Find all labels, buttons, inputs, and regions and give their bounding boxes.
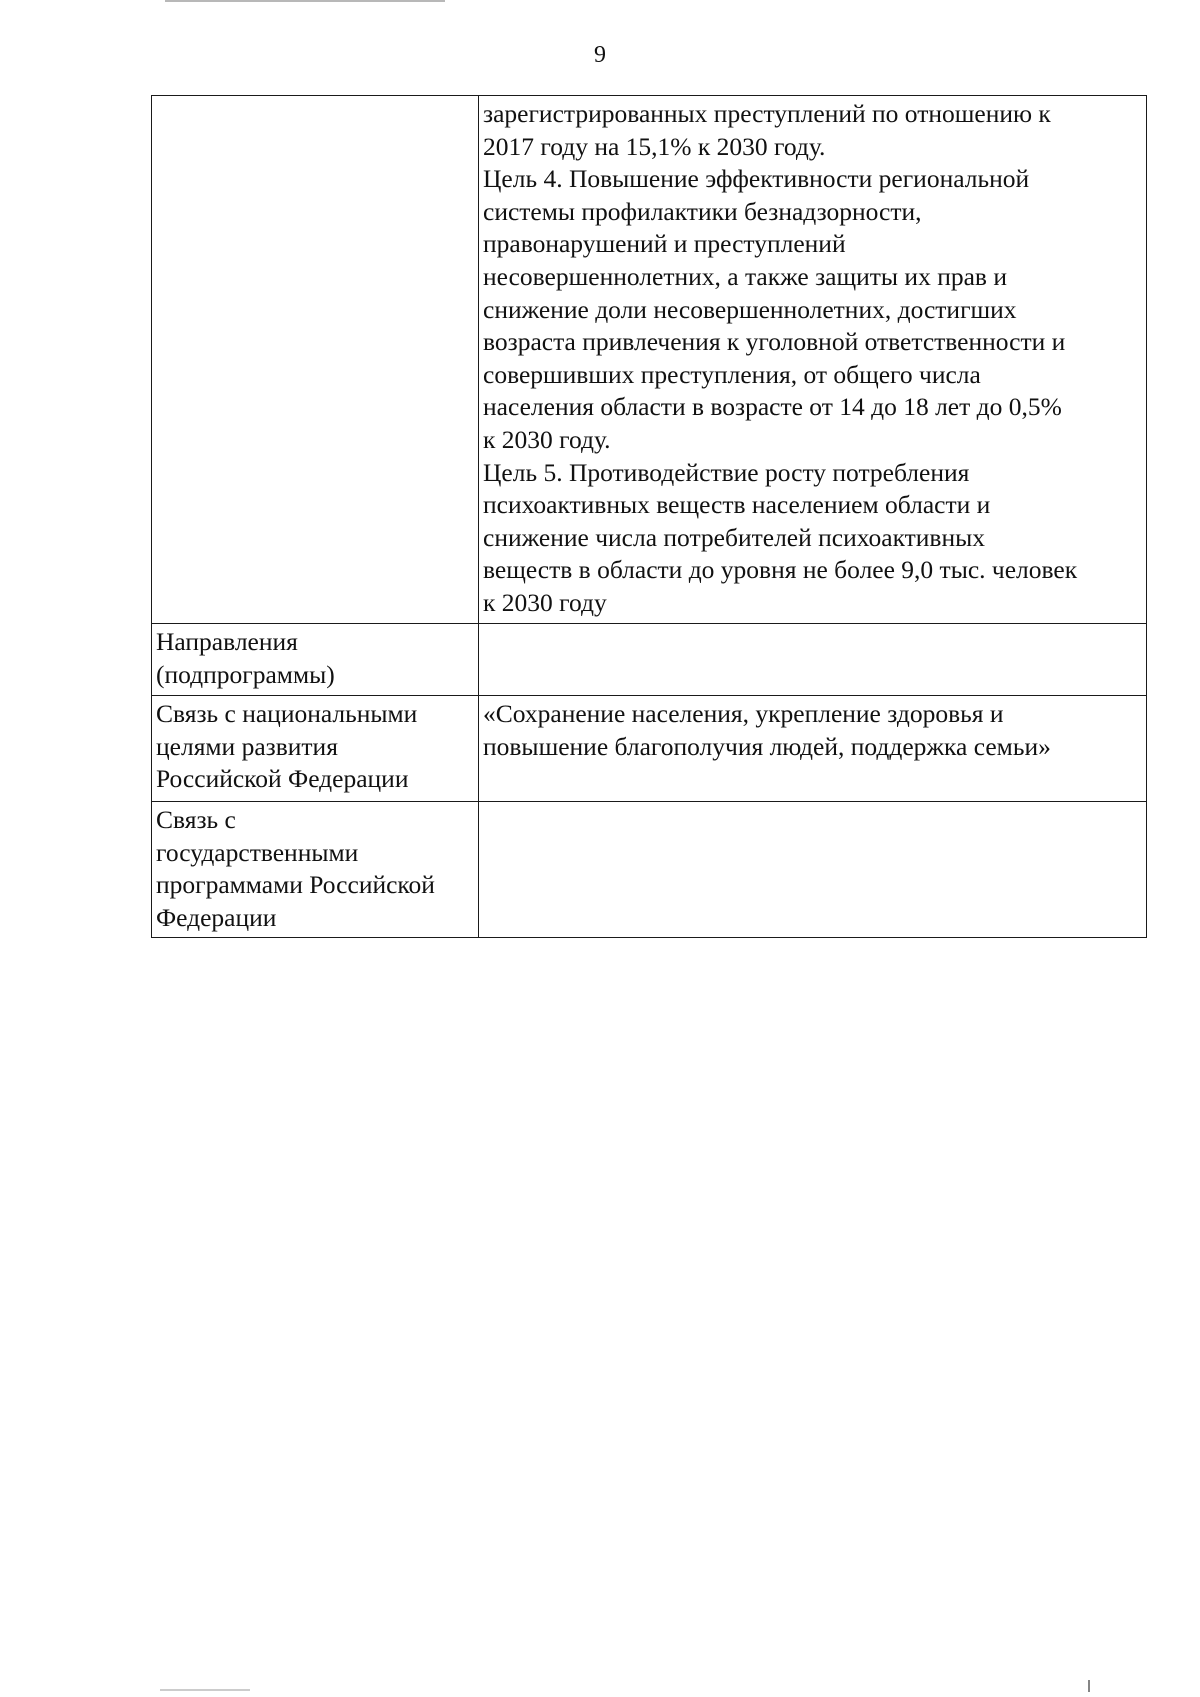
label-line: Направления (156, 627, 298, 656)
table-row-national-goals (152, 696, 1147, 802)
row-value-state-programs (479, 802, 1147, 938)
text-line: 2017 году на 15,1% к 2030 году. (483, 131, 826, 161)
page-number: 9 (594, 42, 606, 68)
scan-artifact-top (165, 0, 445, 2)
row-label-state-programs (152, 802, 479, 938)
text-line: населения области в возрасте от 14 до 18 лет до 0,5% (483, 392, 1062, 422)
label-line: (подпрограммы) (156, 659, 335, 689)
goal-5-heading-line: Цель 5. Противодействие росту потребления (483, 457, 970, 487)
table-row-state-programs (152, 802, 1147, 938)
goal-4-heading-line: Цель 4. Повышение эффективности региональной (483, 164, 1030, 194)
text-line: снижение числа потребителей психоактивных (483, 522, 986, 552)
program-passport-table (151, 95, 1147, 938)
row-label-goals (152, 96, 479, 624)
label-line: Связь с национальными (156, 699, 418, 728)
text-line: несовершеннолетних, а также защиты их прав и (483, 261, 1007, 291)
scan-artifact-tick (1088, 1680, 1090, 1692)
scan-artifact-bottom (160, 1689, 250, 1691)
label-line: Связь с (156, 805, 236, 834)
label-line: программами Российской (156, 870, 435, 900)
text-line: психоактивных веществ населением области и (483, 490, 991, 520)
text-line: «Сохранение населения, укрепление здоровья и (483, 699, 1004, 728)
text-line: совершивших преступления, от общего числа (483, 359, 981, 389)
row-label-directions (152, 624, 479, 696)
text-line: повышение благополучия людей, поддержка семьи» (483, 731, 1051, 761)
text-line: веществ в области до уровня не более 9,0 тыс. человек (483, 555, 1078, 585)
table-row-directions (152, 624, 1147, 696)
text-line: системы профилактики безнадзорности, (483, 196, 922, 226)
row-label-national-goals (152, 696, 479, 802)
table-row-goals-continued (152, 96, 1147, 624)
row-value-directions (479, 624, 1147, 696)
text-line: к 2030 году. (483, 424, 611, 454)
label-line: государственными (156, 837, 359, 867)
label-line: Российской Федерации (156, 764, 409, 794)
label-line: целями развития (156, 731, 338, 761)
label-line: Федерации (156, 902, 277, 932)
text-line: правонарушений и преступлений (483, 229, 846, 259)
text-line: снижение доли несовершеннолетних, достигших (483, 294, 1017, 324)
text-line: зарегистрированных преступлений по отношению к (483, 99, 1051, 128)
text-line: возраста привлечения к уголовной ответственности и (483, 327, 1066, 357)
row-value-goals (479, 96, 1147, 624)
row-value-national-goals (479, 696, 1147, 802)
text-line: к 2030 году (483, 587, 607, 617)
